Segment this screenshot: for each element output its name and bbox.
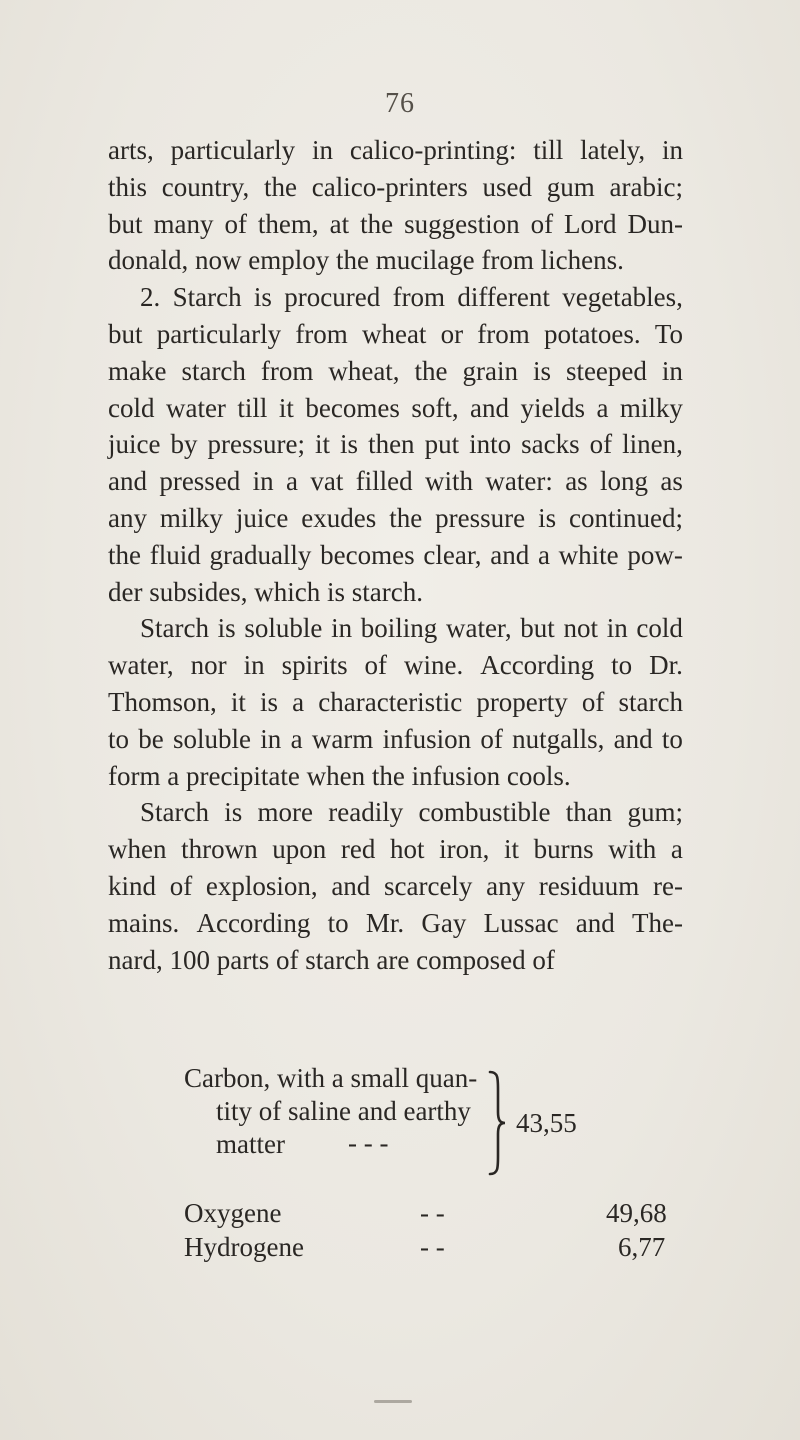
hydrogen-value: 6,77 xyxy=(618,1232,666,1262)
carbon-line-2: tity of saline and earthy xyxy=(216,1096,471,1126)
carbon-dashes: - - - xyxy=(348,1128,389,1158)
text-line: 2. Starch is procured from different vegetables, xyxy=(140,282,683,313)
text-line: any milky juice exudes the pressure is continued; xyxy=(108,502,683,533)
text-line: and pressed in a vat filled with water: as long as xyxy=(108,466,683,497)
text-line: form a precipitate when the infusion cools. xyxy=(108,760,571,791)
carbon-value: 43,55 xyxy=(516,1108,577,1138)
text-line: mains. According to Mr. Gay Lussac and The- xyxy=(108,907,683,938)
text-line: make starch from wheat, the grain is steeped in xyxy=(108,355,683,386)
text-line: to be soluble in a warm infusion of nutgalls, and to xyxy=(108,723,683,754)
text-line: nard, 100 parts of starch are composed of xyxy=(108,944,555,975)
body-text xyxy=(108,132,683,978)
page-number: 76 xyxy=(385,88,415,119)
hydrogen-dashes: - - xyxy=(420,1232,445,1262)
text-line: der subsides, which is starch. xyxy=(108,576,423,607)
starch-composition-table xyxy=(184,1062,684,1161)
text-line: Starch is more readily combustible than gum; xyxy=(140,797,683,828)
hydrogen-label: Hydrogene xyxy=(184,1232,304,1262)
carbon-line-3: matter xyxy=(216,1129,285,1159)
text-line: but many of them, at the suggestion of Lord Dun- xyxy=(108,208,683,239)
oxygen-label: Oxygene xyxy=(184,1198,282,1228)
text-line: juice by pressure; it is then put into sacks of linen, xyxy=(108,429,683,460)
carbon-line-1: Carbon, with a small quan- xyxy=(184,1063,478,1093)
oxygen-value: 49,68 xyxy=(606,1198,667,1228)
text-line: this country, the calico-printers used gum arabic; xyxy=(108,171,683,202)
text-line: kind of explosion, and scarcely any residuum re- xyxy=(108,870,683,901)
text-line: but particularly from wheat or from potatoes. To xyxy=(108,318,683,349)
text-line: Starch is soluble in boiling water, but not in cold xyxy=(140,613,683,644)
text-line: arts, particularly in calico-printing: till lately, in xyxy=(108,135,683,165)
text-line: cold water till it becomes soft, and yields a milky xyxy=(108,392,683,423)
right-brace-icon xyxy=(486,1068,508,1178)
text-line: donald, now employ the mucilage from lichens. xyxy=(108,245,624,276)
text-line: the fluid gradually becomes clear, and a white pow- xyxy=(108,539,683,570)
text-line: Thomson, it is a characteristic property of starch xyxy=(108,686,683,717)
text-line: water, nor in spirits of wine. According to Dr. xyxy=(108,650,683,681)
oxygen-dashes: - - xyxy=(420,1198,445,1228)
printer-mark xyxy=(374,1400,412,1403)
text-line: when thrown upon red hot iron, it burns with a xyxy=(108,834,683,865)
